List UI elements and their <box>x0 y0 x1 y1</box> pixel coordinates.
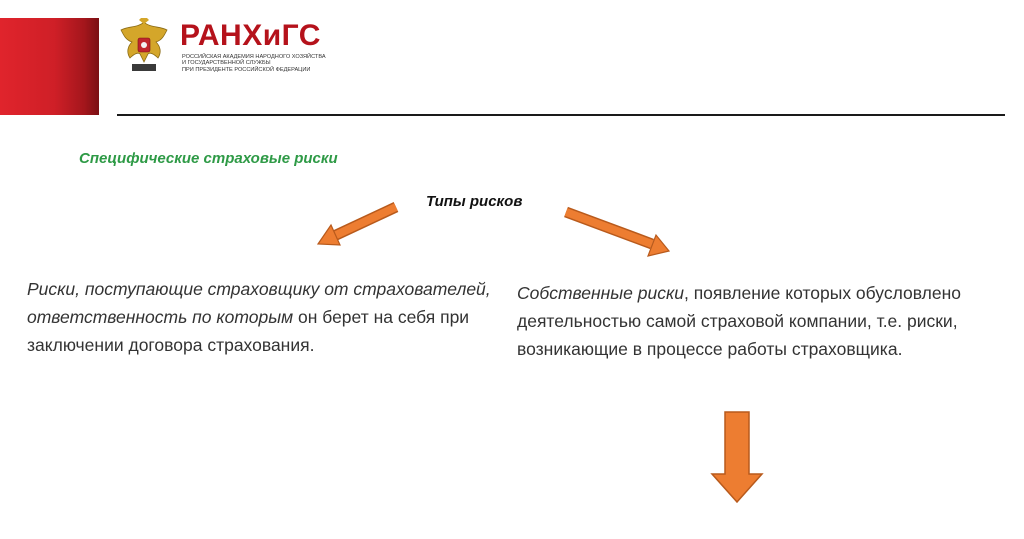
arrow-down-icon <box>712 412 762 502</box>
logo-subtitle-line: РОССИЙСКАЯ АКАДЕМИЯ НАРОДНОГО ХОЗЯЙСТВА <box>182 54 326 60</box>
logo-title: РАНХиГС <box>180 19 321 52</box>
left-normal-text: он берет на себя при заключении договора страхования. <box>27 307 470 355</box>
slide-left-text <box>27 275 497 359</box>
header-divider <box>117 114 1005 116</box>
right-normal-text: , появление которых обусловлено деятельностью самой страховой компании, т.е. риски, возникающие в процессе работы страховщика. <box>517 283 961 359</box>
left-italic-text: Риски, поступающие страховщику от страхователей, ответственность по которым <box>27 279 491 327</box>
right-italic-text: Собственные риски <box>517 283 684 303</box>
types-label: Типы рисков <box>426 193 523 210</box>
logo-subtitle-line: ПРИ ПРЕЗИДЕНТЕ РОССИЙСКОЙ ФЕДЕРАЦИИ <box>182 66 311 73</box>
double-headed-eagle-emblem-icon <box>118 18 170 74</box>
logo-subtitle-line: И ГОСУДАРСТВЕННОЙ СЛУЖБЫ <box>182 60 271 67</box>
header-accent-block <box>0 18 99 115</box>
arrow-left-down-icon <box>318 207 396 245</box>
slide-subtitle: Специфические страховые риски <box>79 150 338 167</box>
slide-right-text <box>517 279 1007 363</box>
logo-subtitle <box>182 54 352 73</box>
arrow-right-down-icon <box>566 212 669 256</box>
